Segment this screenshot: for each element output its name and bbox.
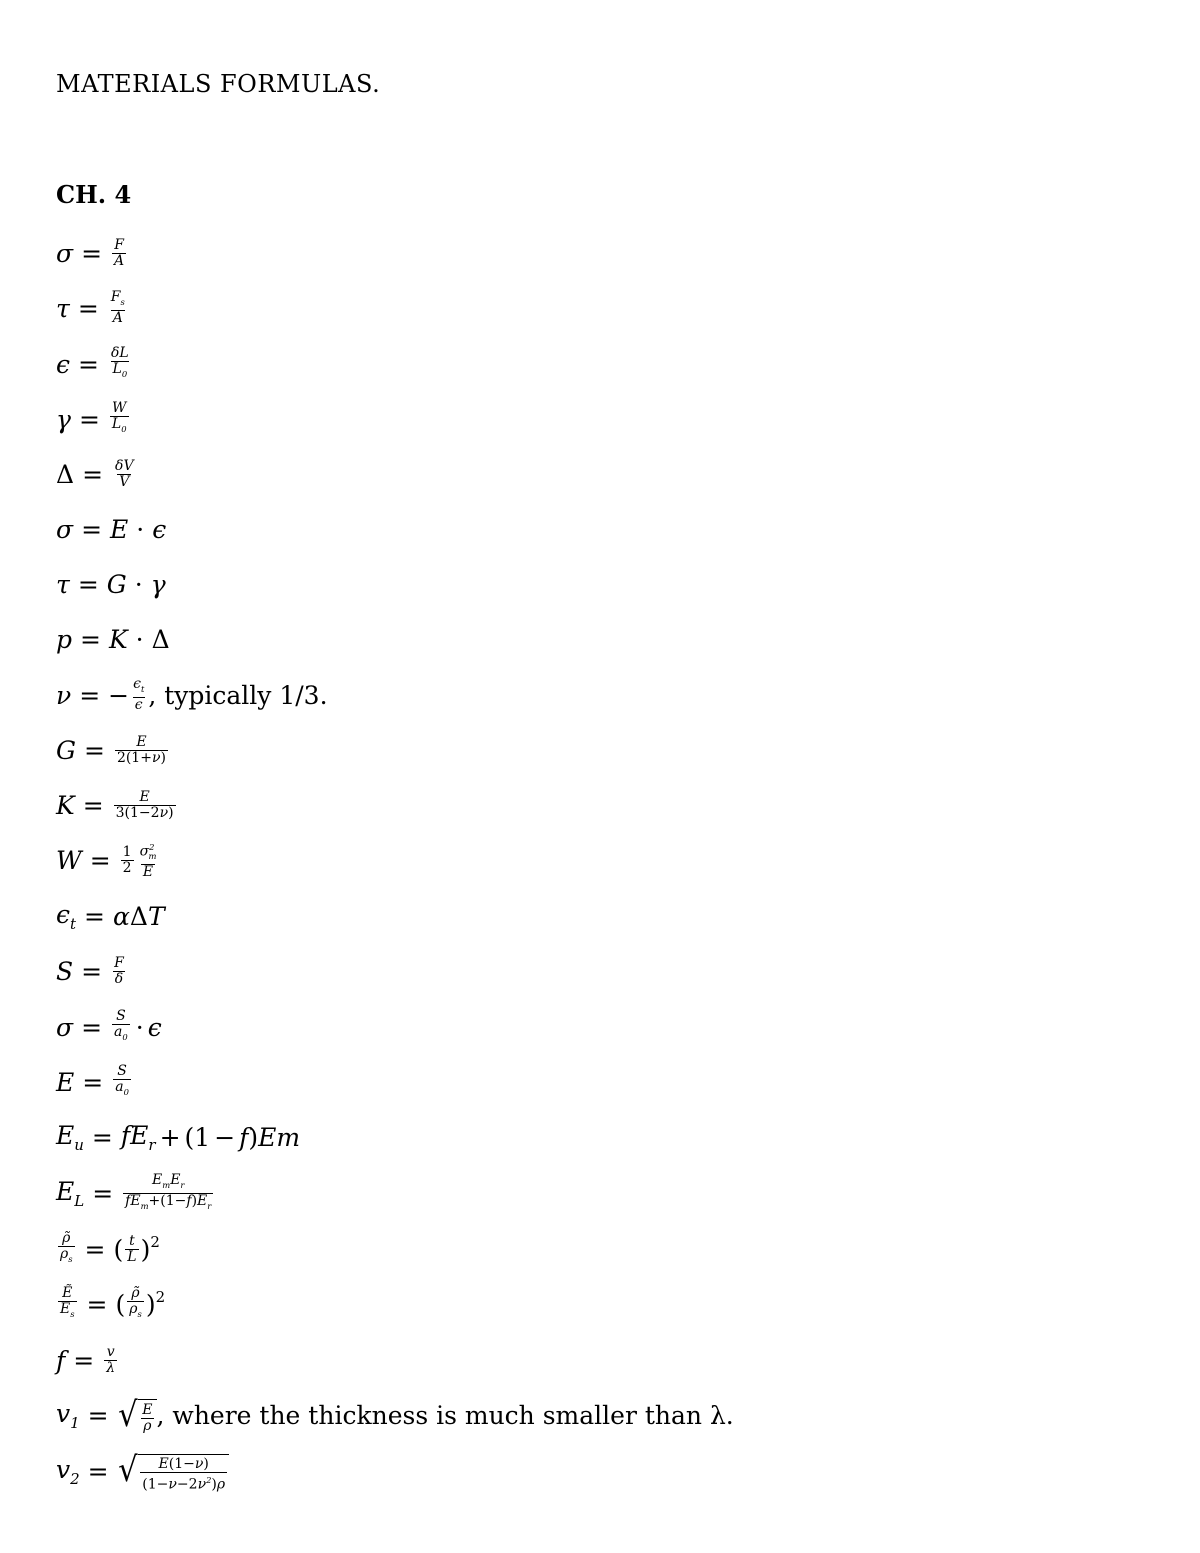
formula-relative-density: $\frac{\rhõ}{\rho_s}$ = ( $\frac{t}{L}$ ) $^2$ [56, 1229, 1156, 1269]
formula-shear-hookes-law: τ = G · γ [56, 569, 166, 599]
poisson-note: , typically 1/3. [148, 680, 328, 710]
formula-relative-modulus: $\frac{\text{Ẽ}}{E_s}$ = ( $\frac{\rhõ}{\rho_s}$ ) $^2$ [56, 1284, 1156, 1324]
formula-volume-strain: Δ = $\frac{\delta V}{V}$ [56, 457, 134, 490]
formula-poisson-ratio: ν = − $\frac{\epsilon_t}{\epsilon}$ , typically 1/3. [56, 676, 328, 713]
formula-modulus-stiffness: E = $\frac{S}{a_0}$ [56, 1062, 1156, 1102]
formula-strain: ϵ = $\frac{\delta L}{L_0}$ [56, 344, 1156, 384]
formula-bulk-pressure: p = K · Δ [56, 624, 170, 654]
formula-upper-bound-modulus: $E_u$ = $fE_r$ + (1 − f ) Em [56, 1120, 301, 1154]
formula-shear-stress: τ = $\frac{F_s}{A}$ [56, 289, 125, 326]
page-title: MATERIALS FORMULAS. [56, 70, 381, 98]
section-heading: CH. 4 [56, 180, 132, 209]
formula-strain-energy: W = $\frac{1}{2}$ $\frac{\sigma^2_m}{E}$ [56, 841, 157, 881]
formula-stress: σ = $\frac{F}{A}$ [56, 236, 125, 269]
formula-shear-modulus: G = $\frac{E}{2(1+\nu)}$ [56, 733, 166, 766]
formula-wave-speed-bulk: $v_2$ = √ $\frac{E(1-\nu)}{(1-\nu-2\nu^2)\rho}$ [56, 1448, 1156, 1494]
formula-wave-speed-thin: $v_1$ = √ $\frac{E}{\rho}$ , where the thickness is much smaller than λ. [56, 1395, 734, 1435]
formula-lower-bound-modulus: $E_L$ = $\frac{E_mE_r}{fE_m+(1-f)E_r}$ [56, 1173, 1156, 1213]
formula-bulk-modulus: K = $\frac{E}{3(1-2\nu)}$ [56, 788, 174, 821]
formula-stress-stiffness: σ = $\frac{S}{a_0}$ · ϵ [56, 1007, 1156, 1047]
formula-shear-strain: γ = $\frac{W}{L_0}$ [56, 399, 1156, 439]
formula-frequency: f = $\frac{v}{\lambda}$ [56, 1343, 116, 1376]
formula-hookes-law: σ = E · ϵ [56, 514, 167, 544]
formula-thermal-strain: $\epsilon_t$ = α Δ T [56, 899, 165, 933]
wave-speed-note: , where the thickness is much smaller than λ. [156, 1400, 734, 1430]
formula-stiffness: S = $\frac{F}{\delta}$ [56, 954, 124, 987]
